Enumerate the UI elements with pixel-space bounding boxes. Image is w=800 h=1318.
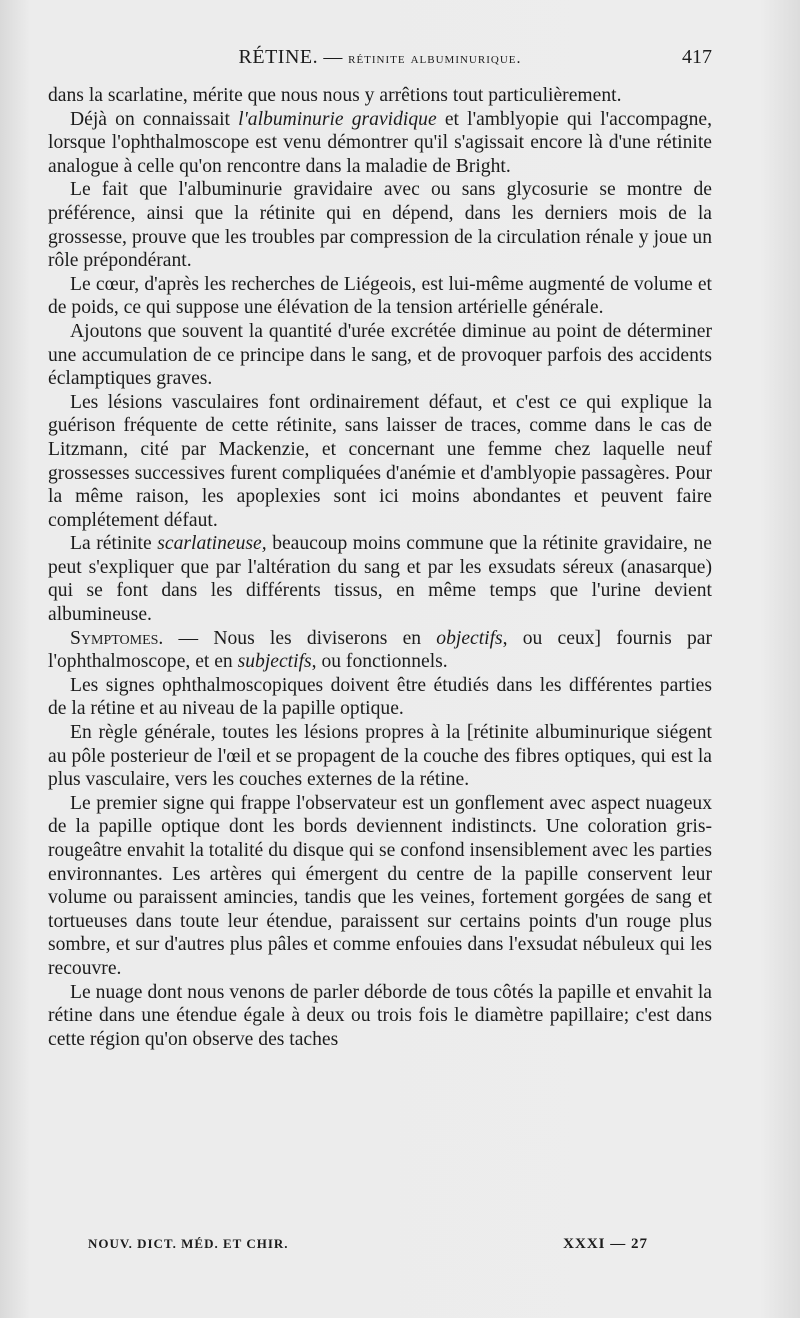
- running-title: [48, 46, 712, 69]
- paragraph-p0: [48, 84, 712, 108]
- text-run: et l'amblyopie qui l'accompagne, lorsque l'ophthalmoscope est venu démontrer qu'il s'agissait encore là d'une rétinite analogue à celle qu'on rencontre dans la maladie de Bright.: [48, 108, 712, 177]
- text-run: Déjà on connaissait: [70, 108, 239, 130]
- text-run: — Nous les diviserons en: [163, 627, 437, 649]
- text-run: objectifs: [436, 627, 503, 649]
- text-run: dans la scarlatine, mérite que nous nous y arrêtions tout particulièrement.: [48, 85, 622, 106]
- text-run: Le cœur, d'après les recherches de Liégeois, est lui-même augmenté de volume et de poids, ce qui suppose une élévation de la tension artérielle générale.: [48, 273, 712, 319]
- footer-signature: XXXI — 27: [563, 1236, 648, 1252]
- running-header: [48, 46, 712, 78]
- paragraph-p7: [48, 627, 712, 674]
- text-run: Symptomes.: [70, 627, 164, 649]
- running-title-main: RÉTINE.: [238, 46, 319, 68]
- paragraph-p8: [48, 674, 712, 721]
- text-run: Le fait que l'albuminurie gravidaire avec ou sans glycosurie se montre de préférence, ainsi que la rétinite qui en dépend, dans les derniers mois de la grossesse, prouve que les troubles par compression de la circulation rénale y joue un rôle prépondérant.: [48, 179, 712, 272]
- paragraph-p1: [48, 108, 712, 179]
- footer-publication: NOUV. DICT. MÉD. ET CHIR.: [88, 1236, 289, 1251]
- text-run: subjectifs: [237, 651, 312, 673]
- text-run: , ou ceux] fournis par l'ophthalmoscope, et en: [48, 627, 712, 673]
- paragraph-p3: [48, 273, 712, 320]
- page-footer: [88, 1236, 648, 1260]
- text-run: Le nuage dont nous venons de parler déborde de tous côtés la papille et envahit la rétine dans une étendue égale à deux ou trois fois le diamètre papillaire; c'est dans cette région qu'on observe des taches: [48, 981, 712, 1050]
- paragraph-p11: [48, 981, 712, 1052]
- body-text: [48, 84, 712, 1051]
- paragraph-p6: [48, 532, 712, 626]
- paragraph-p4: [48, 320, 712, 391]
- page-number: 417: [682, 46, 712, 68]
- text-run: Ajoutons que souvent la quantité d'urée excrétée diminue au point de déterminer une accumulation de ce principe dans le sang, et de provoquer parfois des accidents éclamptiques graves.: [48, 320, 712, 390]
- text-run: Les lésions vasculaires font ordinairement défaut, et c'est ce qui explique la guérison fréquente de cette rétinite, sans laisser de traces, comme dans le cas de Litzmann, cité par Mackenzie, et concernant une femme chez laquelle neuf grossesses successives furent compliquées d'anémie et d'amblyopie passagères. Pour la même raison, les apoplexies sont ici moins abondantes et peuvent faire complétement défaut.: [48, 391, 712, 531]
- text-run: Le premier signe qui frappe l'observateur est un gonflement avec aspect nuageux de la papille optique dont les bords deviennent indistincts. Une coloration gris-rougeâtre envahit la totalité du disque qui se confond insensiblement avec les parties environnantes. Les artères qui émergent du centre de la papille conservent leur volume ou paraissent amincies, tandis que les veines, fortement gorgées de sang et tortueuses dans toute leur étendue, paraissent sur certains points d'un rouge plus sombre, et sur d'autres plus pâles et comme enfouies dans l'exsudat nébuleux qui les recouvre.: [48, 792, 712, 979]
- text-run: Les signes ophthalmoscopiques doivent être étudiés dans les différentes parties de la rétine et au niveau de la papille optique.: [48, 674, 712, 720]
- paragraph-p5: [48, 391, 712, 533]
- running-title-separator: —: [318, 47, 349, 68]
- text-run: beaucoup moins commune que la rétinite gravidaire, ne peut s'expliquer que par l'altération du sang et par les exsudats séreux (anasarque) qui se font dans les différents tissus, en même temps que l'urine devient albumineuse.: [48, 533, 712, 626]
- paragraph-p2: [48, 178, 712, 272]
- paragraph-p9: [48, 721, 712, 792]
- text-run: La rétinite: [70, 533, 158, 555]
- text-run: , ou fonctionnels.: [311, 651, 448, 673]
- text-run: l'albuminurie gravidique: [238, 108, 437, 130]
- text-run: En règle générale, toutes les lésions propres à la [rétinite albuminurique siégent au pôle posterieur de l'œil et se propagent de la couche des fibres optiques, qui est la plus vasculaire, vers les couches externes de la rétine.: [48, 722, 712, 791]
- running-title-sub: rétinite albuminurique.: [348, 50, 522, 67]
- text-run: scarlatineuse,: [157, 533, 267, 555]
- paragraph-p10: [48, 792, 712, 981]
